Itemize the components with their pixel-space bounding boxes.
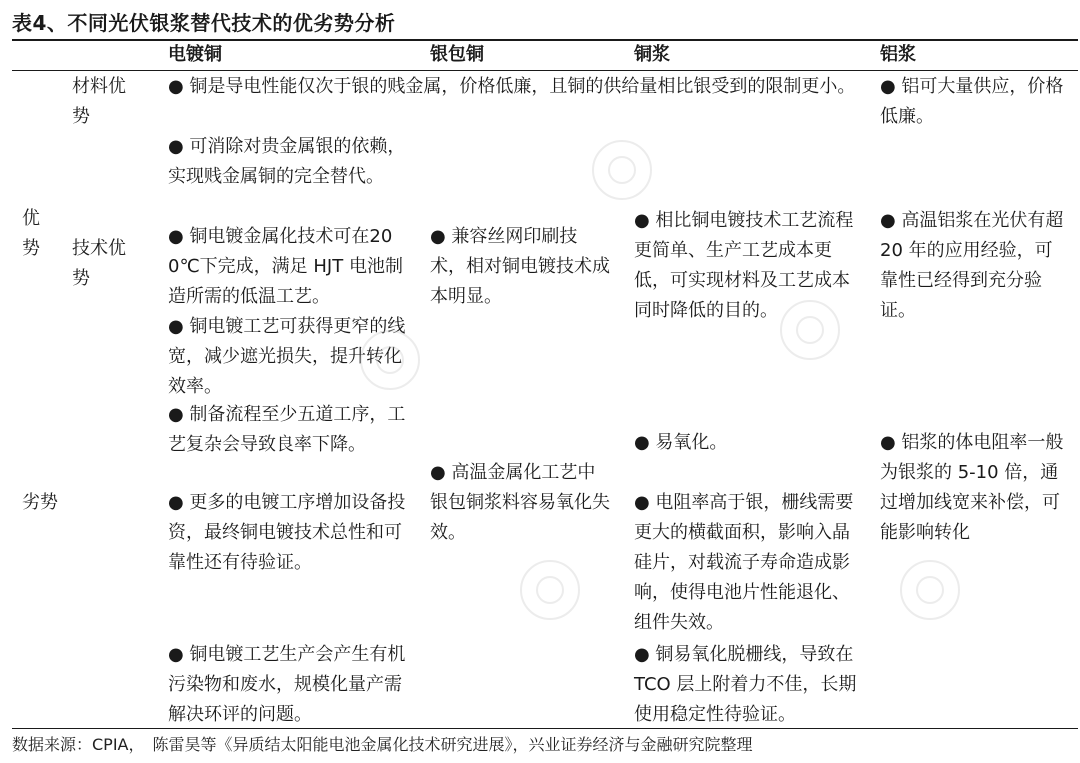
- dis-copper-paste-item-3: ● 铜易氧化脱栅线，导致在 TCO 层上附着力不佳，长期使用稳定性待验证。: [634, 644, 857, 725]
- tech-aluminum-cell: ● 高温铝浆在光伏有超 20 年的应用经验，可靠性已经得到充分验证。: [880, 210, 1064, 321]
- tech-silver-coated-cell: ● 兼容丝网印刷技术，相对铜电镀技术成本明显。: [430, 226, 610, 307]
- header-rule: [12, 70, 1078, 71]
- material-copper-span-cell: ● 铜是导电性能仅次于银的贱金属，价格低廉，且铜的供给量相比银受到的限制更小。: [168, 76, 856, 97]
- dis-copper-paste-item-1: ● 易氧化。: [634, 432, 728, 453]
- category-material-advantage: [72, 72, 126, 132]
- header-aluminum-paste: 铝浆: [880, 44, 916, 65]
- dis-aluminum-cell: ● 铝浆的体电阻率一般为银浆的 5-10 倍，通过增加线宽来补偿，可能影响转化: [880, 432, 1064, 543]
- source-note: 数据来源：CPIA， 陈雷昊等《异质结太阳能电池金属化技术研究进展》，兴业证券经济与金融研究院整理: [12, 735, 753, 754]
- watermark-logo-icon: [360, 330, 420, 390]
- bottom-rule: [12, 728, 1078, 729]
- top-rule: [12, 39, 1078, 41]
- watermark-logo-icon: [780, 300, 840, 360]
- dis-electroplating-item-1: ● 制备流程至少五道工序，工艺复杂会导致良率下降。: [168, 404, 406, 455]
- tech-copper-paste-cell: ● 相比铜电镀技术工艺流程更简单、生产工艺成本更低，可实现材料及工艺成本同时降低的目的。: [634, 210, 854, 321]
- dis-silver-coated-cell: ● 高温金属化工艺中银包铜浆料容易氧化失效。: [430, 462, 610, 543]
- category-material-line2: 势: [72, 106, 90, 127]
- table-title: 表4、不同光伏银浆替代技术的优劣势分析: [12, 11, 396, 35]
- category-technology-advantage: [72, 234, 126, 294]
- category-disadvantage: 劣势: [22, 492, 58, 513]
- header-electroplating: 电镀铜: [168, 44, 222, 65]
- watermark-logo-icon: [592, 140, 652, 200]
- category-technology-line1: 技术优: [72, 238, 126, 259]
- tech-electroplating-item-3: ● 铜电镀工艺可获得更窄的线宽，减少遮光损失，提升转化效率。: [168, 316, 406, 397]
- category-technology-line2: 势: [72, 268, 90, 289]
- watermark-logo-icon: [520, 560, 580, 620]
- tech-electroplating-item-1: ● 可消除对贵金属银的依赖，实现贱金属铜的完全替代。: [168, 136, 406, 187]
- header-copper-paste: 铜浆: [634, 44, 670, 65]
- category-advantage: [22, 204, 44, 264]
- category-material-line1: 材料优: [72, 76, 126, 97]
- dis-copper-paste-item-2: ● 电阻率高于银，栅线需要更大的横截面积，影响入晶硅片，对载流子寿命造成影响，使得电池片性能退化、组件失效。: [634, 492, 854, 633]
- category-advantage-line2: 势: [22, 238, 40, 259]
- dis-electroplating-item-2: ● 更多的电镀工序增加设备投资，最终铜电镀技术总性和可靠性还有待验证。: [168, 492, 406, 573]
- dis-electroplating-item-3: ● 铜电镀工艺生产会产生有机污染物和废水，规模化量产需解决环评的问题。: [168, 644, 406, 725]
- material-aluminum-cell: ● 铝可大量供应，价格低廉。: [880, 76, 1064, 127]
- category-advantage-line1: 优: [22, 208, 40, 229]
- tech-electroplating-item-2: ● 铜电镀金属化技术可在200℃下完成，满足 HJT 电池制造所需的低温工艺。: [168, 226, 403, 307]
- header-silver-coated-copper: 银包铜: [430, 44, 484, 65]
- watermark-logo-icon: [900, 560, 960, 620]
